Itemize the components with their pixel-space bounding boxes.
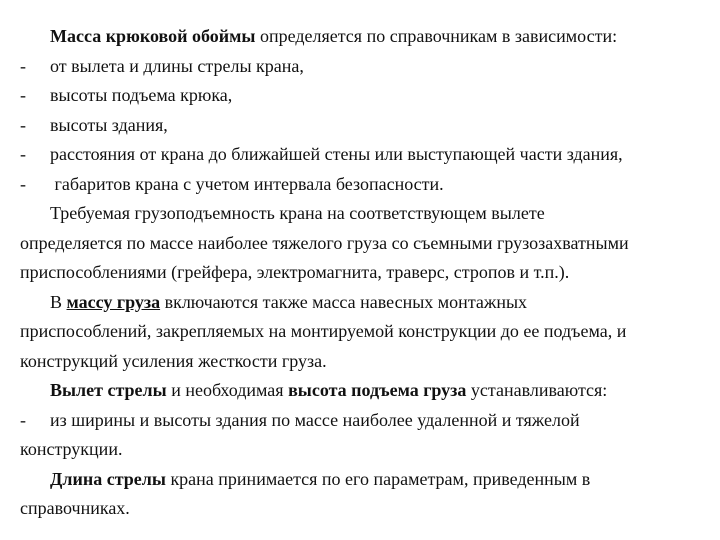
term-cargo-mass: массу груза <box>66 291 161 312</box>
list-item <box>20 111 706 141</box>
paragraph-line: определяется по массе наиболее тяжелого груза со съемными грузозахватными <box>20 232 629 253</box>
list-dash: - <box>20 85 26 105</box>
paragraph-text: определяется по справочникам в зависимости: <box>255 26 618 46</box>
paragraph-line: Требуемая грузоподъемность крана на соответствующем вылете <box>50 203 545 223</box>
list-dash: - <box>20 55 26 76</box>
paragraph-text: включаются также масса навесных монтажных <box>160 291 528 312</box>
paragraph-boom-length <box>20 465 706 495</box>
paragraph-cargo-mass <box>20 288 706 318</box>
list-item-text: расстояния от крана до ближайшей стены или выступающей части здания, <box>50 144 623 164</box>
list-item <box>20 406 706 436</box>
list-item-text: высоты здания, <box>50 114 168 135</box>
list-item <box>20 170 706 200</box>
list-dash: - <box>20 173 26 194</box>
list-item-text: габаритов крана с учетом интервала безопасности. <box>50 173 444 194</box>
list-item-text: из ширины и высоты здания по массе наиболее удаленной и тяжелой <box>50 409 580 430</box>
term-boom-length: Длина стрелы <box>50 468 166 489</box>
paragraph-hook-block-mass <box>20 22 706 52</box>
paragraph-line: приспособлениями (грейфера, электромагнита, траверс, стропов и т.п.). <box>20 262 570 282</box>
paragraph-text: В <box>50 291 67 312</box>
list-item-text: высоты подъема крюка, <box>50 85 233 105</box>
list-item <box>20 81 706 111</box>
list-item <box>20 52 706 82</box>
term-lifting-height: высота подъема груза <box>288 380 467 400</box>
term-hook-block-mass: Масса крюковой обоймы <box>50 26 256 46</box>
paragraph-line: конструкций усиления жесткости груза. <box>20 350 327 371</box>
paragraph-text: устанавливаются: <box>466 380 608 400</box>
paragraph-text: и необходимая <box>166 380 289 400</box>
list-item <box>20 140 706 170</box>
list-dash: - <box>20 144 26 164</box>
paragraph-line: конструкции. <box>20 439 123 459</box>
paragraph-line: справочниках. <box>20 498 130 518</box>
paragraph-line: приспособлений, закрепляемых на монтируемой конструкции до ее подъема, и <box>20 321 627 341</box>
paragraph-text: крана принимается по его параметрам, приведенным в <box>165 468 591 489</box>
list-dash: - <box>20 114 26 135</box>
list-dash: - <box>20 409 26 430</box>
paragraph-boom-reach <box>20 376 706 406</box>
list-item-text: от вылета и длины стрелы крана, <box>50 55 304 76</box>
term-boom-reach: Вылет стрелы <box>50 380 167 400</box>
